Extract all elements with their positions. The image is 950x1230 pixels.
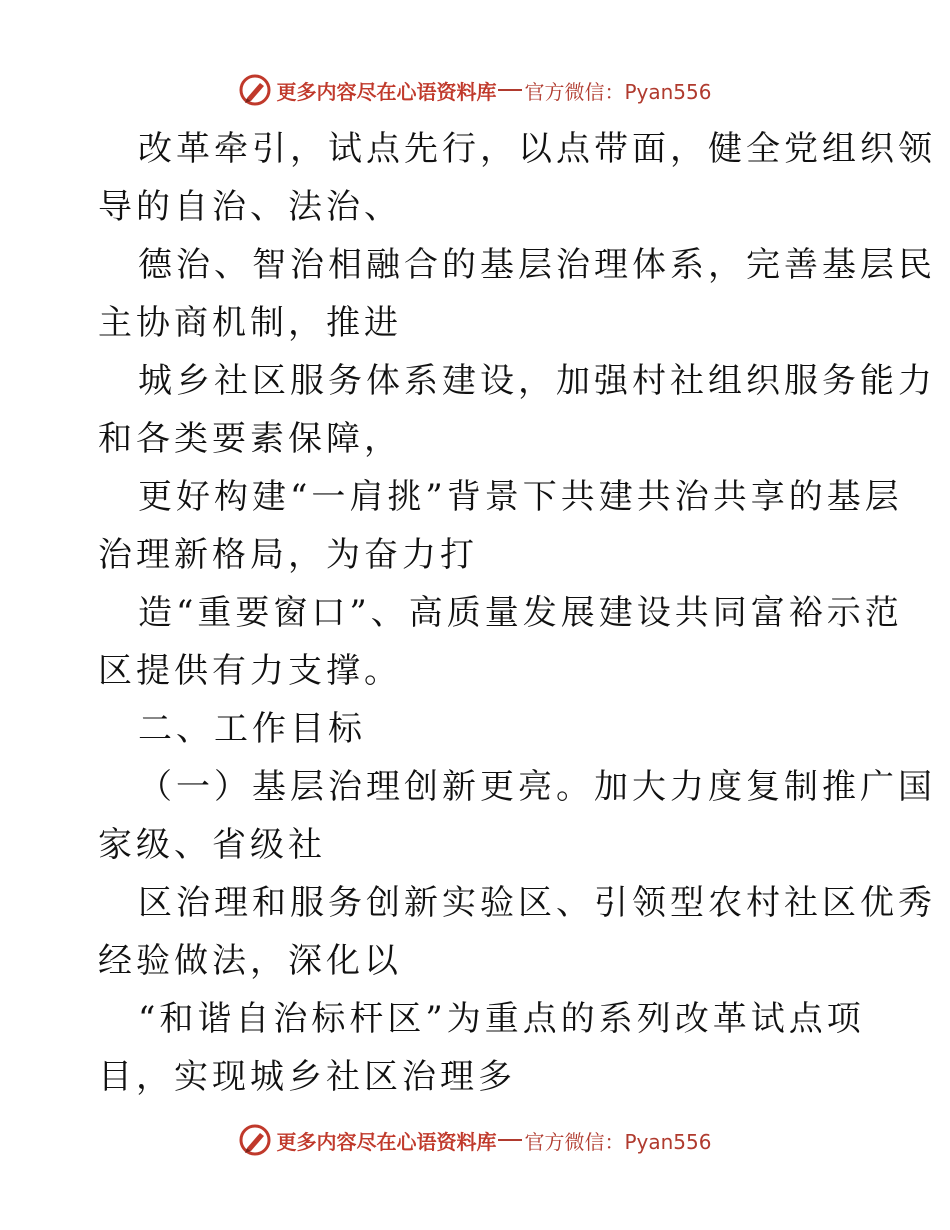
text-line: 造“重要窗口”、高质量发展建设共同富裕示范 — [138, 593, 903, 633]
text-line: 更好构建“一肩挑”背景下共建共治共享的基层 — [138, 477, 903, 517]
header-banner — [0, 70, 950, 110]
text-line: 导的自治、法治、 — [98, 187, 402, 227]
footer-banner — [0, 1120, 950, 1160]
banner-divider — [498, 1139, 522, 1141]
text-line: 和各类要素保障， — [98, 419, 402, 459]
text-line: 治理新格局，为奋力打 — [98, 535, 478, 575]
banner-title: 更多内容尽在心语资料库 — [276, 1129, 497, 1154]
text-line: 家级、省级社 — [98, 825, 326, 865]
text-line: （一）基层治理创新更亮。加大力度复制推广国 — [138, 767, 936, 807]
banner-wechat: 官方微信：Pyan556 — [524, 1129, 712, 1154]
text-line: 经验做法，深化以 — [98, 941, 402, 981]
text-line: “和谐自治标杆区”为重点的系列改革试点项 — [138, 999, 865, 1039]
pen-logo-icon — [238, 73, 272, 107]
text-line: 城乡社区服务体系建设，加强村社组织服务能力 — [138, 361, 936, 401]
text-line: 目，实现城乡社区治理多 — [98, 1057, 516, 1097]
section-heading: 二、工作目标 — [138, 709, 366, 749]
text-line: 德治、智治相融合的基层治理体系，完善基层民 — [138, 245, 936, 285]
banner-title: 更多内容尽在心语资料库 — [276, 79, 497, 104]
text-line: 主协商机制，推进 — [98, 303, 402, 343]
banner-divider — [498, 89, 522, 91]
pen-logo-icon — [238, 1123, 272, 1157]
text-line: 区治理和服务创新实验区、引领型农村社区优秀 — [138, 883, 936, 923]
text-line: 改革牵引，试点先行，以点带面，健全党组织领 — [138, 129, 936, 169]
banner-wechat: 官方微信：Pyan556 — [524, 79, 712, 104]
document-body — [98, 120, 936, 1106]
text-line: 区提供有力支撑。 — [98, 651, 402, 691]
